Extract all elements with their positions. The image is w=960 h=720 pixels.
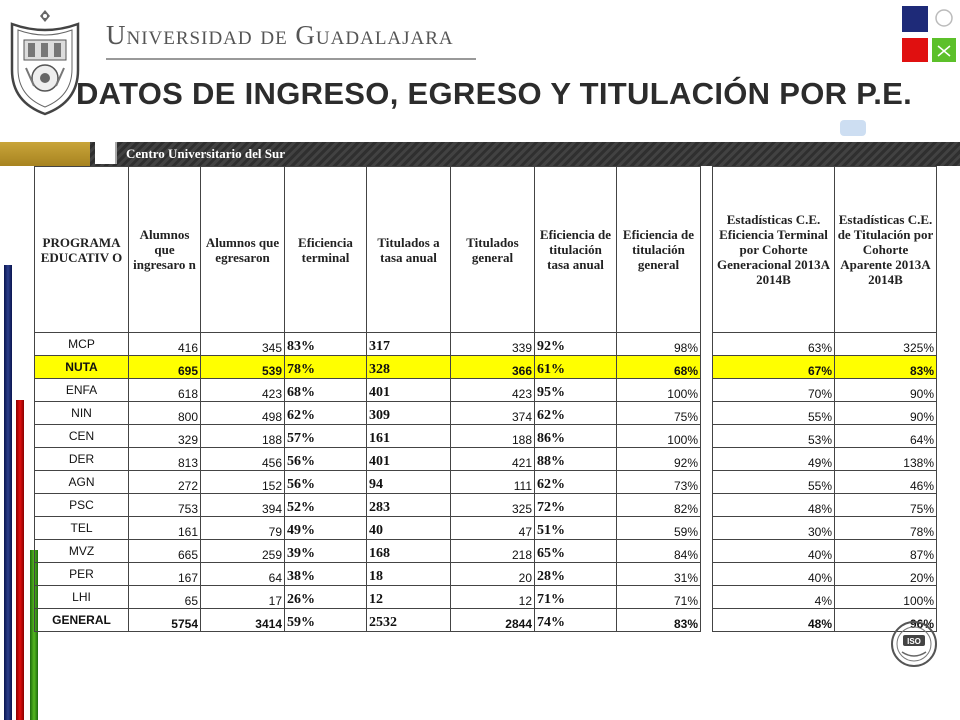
value-cell: 30%	[713, 517, 835, 540]
value-cell: 62%	[535, 471, 617, 494]
value-cell: 40%	[713, 540, 835, 563]
spacer-cell	[701, 333, 713, 356]
value-cell: 92%	[535, 333, 617, 356]
value-cell: 401	[367, 379, 451, 402]
value-cell: 100%	[617, 425, 701, 448]
value-cell: 83%	[617, 609, 701, 632]
value-cell: 84%	[617, 540, 701, 563]
value-cell: 4%	[713, 586, 835, 609]
spacer-cell	[701, 471, 713, 494]
value-cell: 68%	[617, 356, 701, 379]
value-cell: 18	[367, 563, 451, 586]
value-cell: 753	[129, 494, 201, 517]
squares-logo-icon	[898, 4, 960, 66]
value-cell: 218	[451, 540, 535, 563]
value-cell: 46%	[835, 471, 937, 494]
value-cell: 423	[201, 379, 285, 402]
program-cell: LHI	[35, 586, 129, 609]
table-row	[35, 540, 937, 563]
value-cell: 152	[201, 471, 285, 494]
spacer-cell	[701, 563, 713, 586]
spacer-cell	[701, 494, 713, 517]
column-header: Eficiencia terminal	[285, 167, 367, 333]
value-cell: 339	[451, 333, 535, 356]
value-cell: 78%	[835, 517, 937, 540]
spacer-cell	[701, 402, 713, 425]
value-cell: 96%	[835, 609, 937, 632]
value-cell: 82%	[617, 494, 701, 517]
value-cell: 259	[201, 540, 285, 563]
value-cell: 88%	[535, 448, 617, 471]
value-cell: 71%	[617, 586, 701, 609]
column-header: Alumnos que ingresaro n	[129, 167, 201, 333]
column-header: Alumnos que egresaron	[201, 167, 285, 333]
value-cell: 59%	[617, 517, 701, 540]
value-cell: 52%	[285, 494, 367, 517]
value-cell: 31%	[617, 563, 701, 586]
column-header: Titulados a tasa anual	[367, 167, 451, 333]
column-header: Estadísticas C.E. de Titulación por Cohorte Aparente 2013A 2014B	[835, 167, 937, 333]
value-cell: 283	[367, 494, 451, 517]
value-cell: 83%	[835, 356, 937, 379]
value-cell: 57%	[285, 425, 367, 448]
program-cell: NUTA	[35, 356, 129, 379]
program-cell: GENERAL	[35, 609, 129, 632]
value-cell: 325	[451, 494, 535, 517]
value-cell: 90%	[835, 402, 937, 425]
value-cell: 539	[201, 356, 285, 379]
value-cell: 3414	[201, 609, 285, 632]
value-cell: 79	[201, 517, 285, 540]
header-rule	[106, 58, 476, 60]
value-cell: 800	[129, 402, 201, 425]
value-cell: 70%	[713, 379, 835, 402]
value-cell: 39%	[285, 540, 367, 563]
value-cell: 48%	[713, 494, 835, 517]
value-cell: 618	[129, 379, 201, 402]
table-row	[35, 333, 937, 356]
table-row	[35, 425, 937, 448]
value-cell: 53%	[713, 425, 835, 448]
program-cell: MVZ	[35, 540, 129, 563]
value-cell: 2844	[451, 609, 535, 632]
value-cell: 665	[129, 540, 201, 563]
value-cell: 73%	[617, 471, 701, 494]
value-cell: 68%	[285, 379, 367, 402]
value-cell: 168	[367, 540, 451, 563]
value-cell: 63%	[713, 333, 835, 356]
table-row	[35, 563, 937, 586]
value-cell: 65	[129, 586, 201, 609]
value-cell: 98%	[617, 333, 701, 356]
table-row	[35, 471, 937, 494]
value-cell: 48%	[713, 609, 835, 632]
spacer-cell	[701, 425, 713, 448]
spacer-cell	[701, 609, 713, 632]
value-cell: 12	[451, 586, 535, 609]
value-cell: 62%	[535, 402, 617, 425]
value-cell: 38%	[285, 563, 367, 586]
program-cell: PER	[35, 563, 129, 586]
program-cell: PSC	[35, 494, 129, 517]
program-cell: DER	[35, 448, 129, 471]
value-cell: 17	[201, 586, 285, 609]
column-header: Eficiencia de titulación tasa anual	[535, 167, 617, 333]
value-cell: 49%	[713, 448, 835, 471]
value-cell: 86%	[535, 425, 617, 448]
header-row	[35, 167, 937, 333]
navy-bar	[4, 265, 12, 720]
value-cell: 325%	[835, 333, 937, 356]
value-cell: 161	[129, 517, 201, 540]
value-cell: 2532	[367, 609, 451, 632]
table-row	[35, 609, 937, 632]
value-cell: 272	[129, 471, 201, 494]
value-cell: 5754	[129, 609, 201, 632]
value-cell: 72%	[535, 494, 617, 517]
value-cell: 421	[451, 448, 535, 471]
value-cell: 138%	[835, 448, 937, 471]
value-cell: 345	[201, 333, 285, 356]
value-cell: 100%	[835, 586, 937, 609]
value-cell: 26%	[285, 586, 367, 609]
value-cell: 366	[451, 356, 535, 379]
table-row	[35, 379, 937, 402]
value-cell: 416	[129, 333, 201, 356]
value-cell: 498	[201, 402, 285, 425]
data-table	[34, 166, 937, 632]
spacer-cell	[701, 356, 713, 379]
column-header: Eficiencia de titulación general	[617, 167, 701, 333]
program-cell: NIN	[35, 402, 129, 425]
value-cell: 12	[367, 586, 451, 609]
value-cell: 813	[129, 448, 201, 471]
program-cell: MCP	[35, 333, 129, 356]
spacer-cell	[701, 586, 713, 609]
value-cell: 56%	[285, 471, 367, 494]
value-cell: 75%	[617, 402, 701, 425]
value-cell: 55%	[713, 402, 835, 425]
value-cell: 317	[367, 333, 451, 356]
value-cell: 94	[367, 471, 451, 494]
spacer-cell	[701, 448, 713, 471]
spacer-cell	[701, 517, 713, 540]
center-label: Centro Universitario del Sur	[126, 146, 285, 161]
page-title: DATOS DE INGRESO, EGRESO Y TITULACIÓN POR P.E.	[76, 76, 913, 111]
value-cell: 20%	[835, 563, 937, 586]
value-cell: 161	[367, 425, 451, 448]
band-white-box	[95, 142, 117, 164]
value-cell: 28%	[535, 563, 617, 586]
value-cell: 95%	[535, 379, 617, 402]
blue-accent	[840, 120, 866, 136]
value-cell: 64%	[835, 425, 937, 448]
value-cell: 40	[367, 517, 451, 540]
spacer-cell	[701, 540, 713, 563]
table-row	[35, 494, 937, 517]
value-cell: 188	[201, 425, 285, 448]
table-row	[35, 586, 937, 609]
table-row	[35, 402, 937, 425]
value-cell: 92%	[617, 448, 701, 471]
value-cell: 20	[451, 563, 535, 586]
value-cell: 423	[451, 379, 535, 402]
value-cell: 62%	[285, 402, 367, 425]
value-cell: 456	[201, 448, 285, 471]
column-header: PROGRAMA EDUCATIV O	[35, 167, 129, 333]
value-cell: 87%	[835, 540, 937, 563]
program-cell: TEL	[35, 517, 129, 540]
value-cell: 75%	[835, 494, 937, 517]
program-cell: AGN	[35, 471, 129, 494]
value-cell: 394	[201, 494, 285, 517]
spacer-cell	[701, 167, 713, 333]
value-cell: 71%	[535, 586, 617, 609]
value-cell: 90%	[835, 379, 937, 402]
value-cell: 40%	[713, 563, 835, 586]
value-cell: 51%	[535, 517, 617, 540]
value-cell: 695	[129, 356, 201, 379]
table-row	[35, 448, 937, 471]
value-cell: 167	[129, 563, 201, 586]
value-cell: 59%	[285, 609, 367, 632]
column-header: Estadísticas C.E. Eficiencia Terminal por Cohorte Generacional 2013A 2014B	[713, 167, 835, 333]
value-cell: 49%	[285, 517, 367, 540]
spacer-cell	[701, 379, 713, 402]
university-name: Universidad de Guadalajara	[106, 20, 454, 50]
iso-seal-icon	[890, 620, 938, 668]
red-bar	[16, 400, 24, 720]
value-cell: 188	[451, 425, 535, 448]
value-cell: 61%	[535, 356, 617, 379]
value-cell: 111	[451, 471, 535, 494]
value-cell: 329	[129, 425, 201, 448]
value-cell: 328	[367, 356, 451, 379]
value-cell: 64	[201, 563, 285, 586]
value-cell: 74%	[535, 609, 617, 632]
value-cell: 83%	[285, 333, 367, 356]
table-row	[35, 356, 937, 379]
value-cell: 65%	[535, 540, 617, 563]
value-cell: 100%	[617, 379, 701, 402]
value-cell: 78%	[285, 356, 367, 379]
university-seal-logo	[4, 6, 86, 118]
value-cell: 374	[451, 402, 535, 425]
iso-label: ISO	[907, 637, 921, 646]
column-header: Titulados general	[451, 167, 535, 333]
value-cell: 309	[367, 402, 451, 425]
value-cell: 47	[451, 517, 535, 540]
value-cell: 55%	[713, 471, 835, 494]
value-cell: 401	[367, 448, 451, 471]
program-cell: CEN	[35, 425, 129, 448]
program-cell: ENFA	[35, 379, 129, 402]
value-cell: 56%	[285, 448, 367, 471]
table-row	[35, 517, 937, 540]
band-gold-accent	[0, 142, 90, 166]
value-cell: 67%	[713, 356, 835, 379]
